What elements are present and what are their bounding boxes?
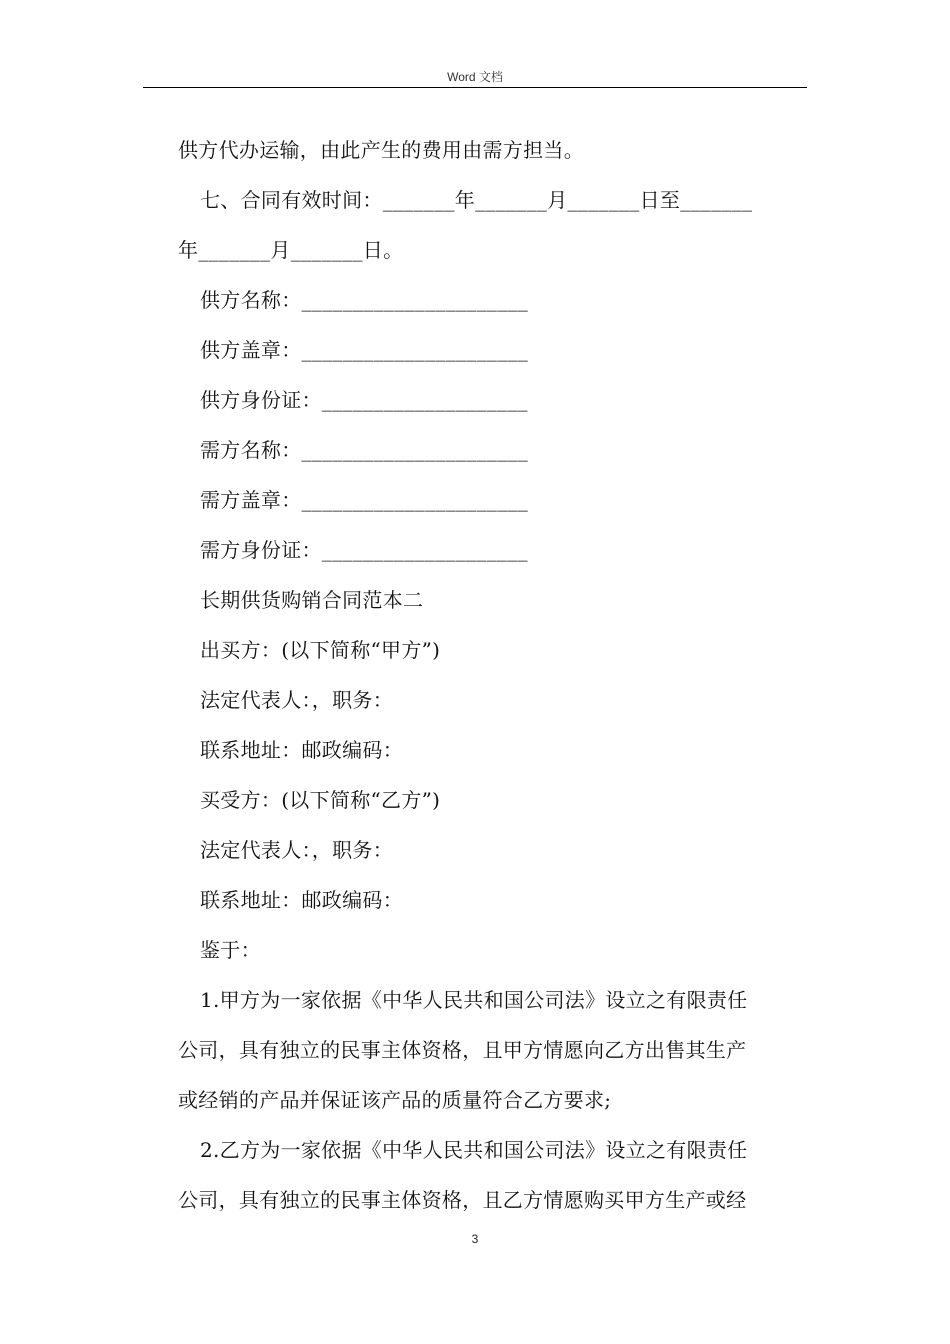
paragraph-line: 法定代表人：，职务： <box>200 688 393 712</box>
paragraph-line: 2.乙方为一家依据《中华人民共和国公司法》设立之有限责任 <box>200 1138 748 1162</box>
paragraph-line: 出买方：(以下简称“甲方”) <box>200 638 441 662</box>
paragraph-line: 公司，具有独立的民事主体资格，且乙方情愿购买甲方生产或经 <box>178 1188 747 1212</box>
header-divider <box>143 87 807 88</box>
signature-field-line: 需方名称：______________________ <box>200 438 529 462</box>
paragraph-line: 买受方：(以下简称“乙方”) <box>200 788 441 812</box>
paragraph-line: 联系地址：邮政编码： <box>200 738 403 762</box>
paragraph-line: 年_______月_______日。 <box>178 238 404 262</box>
signature-field-line: 需方身份证：____________________ <box>200 538 528 562</box>
section-heading: 长期供货购销合同范本二 <box>200 588 424 612</box>
paragraph-line: 联系地址：邮政编码： <box>200 888 403 912</box>
signature-field-line: 需方盖章：______________________ <box>200 488 529 512</box>
page-number: 3 <box>471 1232 479 1246</box>
paragraph-line: 供方代办运输，由此产生的费用由需方担当。 <box>178 138 584 162</box>
paragraph-line: 鉴于： <box>200 938 261 962</box>
document-body <box>178 125 808 1225</box>
paragraph-line: 法定代表人：，职务： <box>200 838 393 862</box>
paragraph-line: 公司，具有独立的民事主体资格，且甲方情愿向乙方出售其生产 <box>178 1038 747 1062</box>
signature-field-line: 供方名称：______________________ <box>200 288 529 312</box>
signature-field-line: 供方盖章：______________________ <box>200 338 529 362</box>
paragraph-line: 或经销的产品并保证该产品的质量符合乙方要求; <box>178 1088 612 1112</box>
paragraph-line: 七、合同有效时间：_______年_______月_______日至_______ <box>200 188 753 212</box>
document-header-title: Word 文档 <box>447 70 503 84</box>
paragraph-line: 1.甲方为一家依据《中华人民共和国公司法》设立之有限责任 <box>200 988 748 1012</box>
signature-field-line: 供方身份证：____________________ <box>200 388 528 412</box>
